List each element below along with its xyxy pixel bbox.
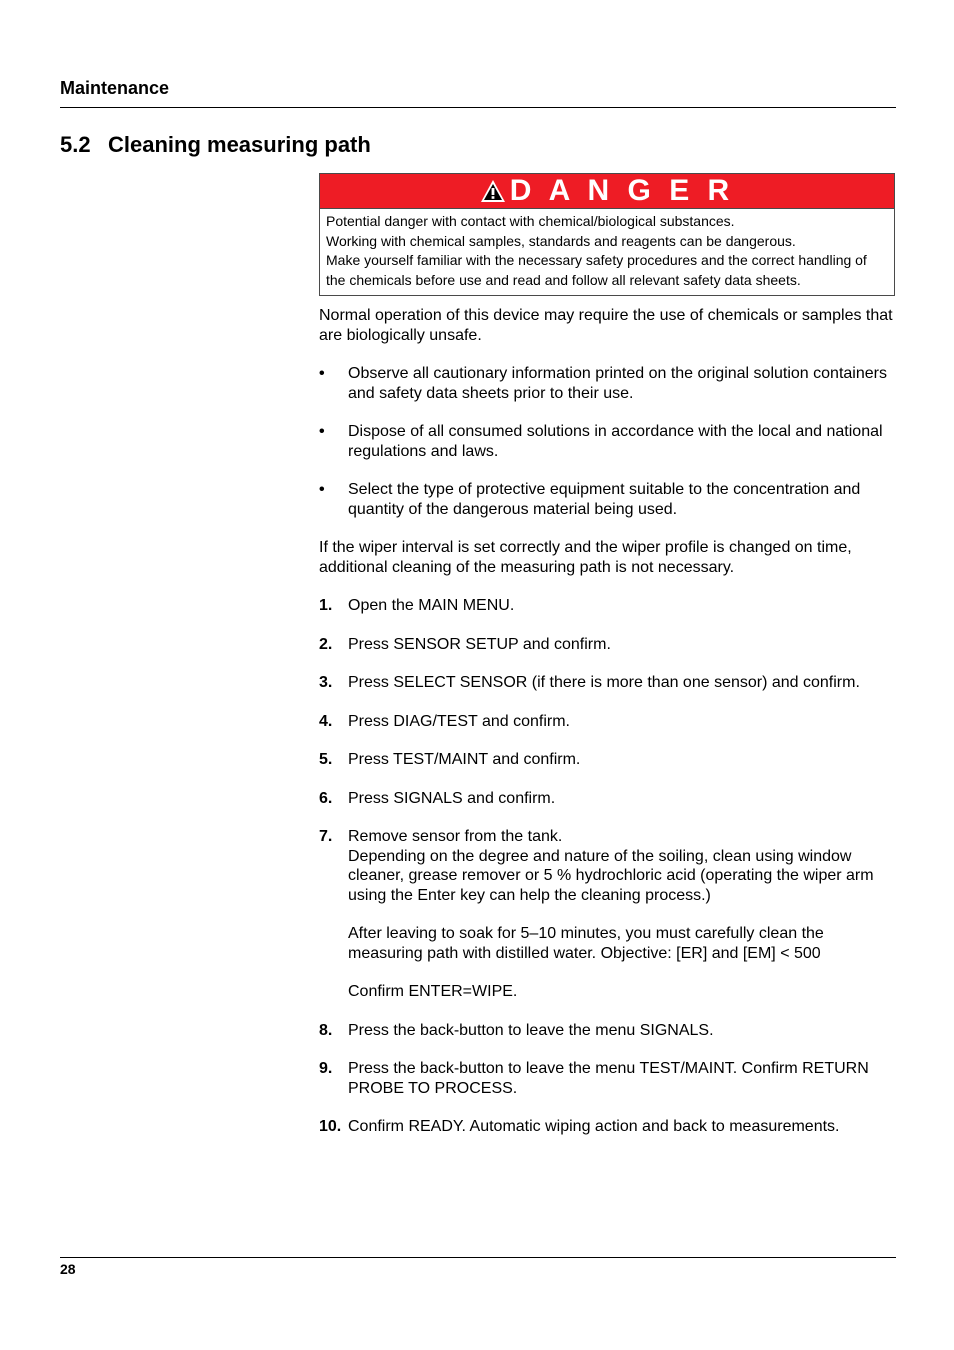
step-item bbox=[319, 673, 897, 693]
step-number: 9. bbox=[319, 1060, 333, 1077]
step-text: Press SELECT SENSOR (if there is more than one sensor) and confirm. bbox=[348, 674, 860, 691]
step-number: 6. bbox=[319, 789, 333, 807]
step-item bbox=[319, 712, 897, 732]
danger-signal-word: D A N G E R bbox=[509, 174, 735, 207]
danger-line: Make yourself familiar with the necessary safety procedures and the correct handling of the chemicals before use and read and follow all relevant safety data sheets. bbox=[326, 252, 867, 288]
bullet-mark: • bbox=[319, 481, 325, 498]
danger-notice bbox=[319, 173, 895, 296]
step-number: 3. bbox=[319, 674, 333, 691]
step-text: Press SENSOR SETUP and confirm. bbox=[348, 635, 611, 653]
bullet-mark: • bbox=[319, 423, 325, 440]
step-confirm: Confirm ENTER=WIPE. bbox=[348, 983, 518, 1000]
bullet-mark: • bbox=[319, 365, 325, 382]
step-number: 7. bbox=[319, 828, 333, 845]
page-number: 28 bbox=[60, 1261, 76, 1277]
footer-rule bbox=[60, 1257, 896, 1258]
step-number: 8. bbox=[319, 1021, 333, 1039]
step-item bbox=[319, 1021, 897, 1041]
step-number: 4. bbox=[319, 712, 333, 730]
step-item bbox=[319, 750, 897, 770]
step-text: Confirm READY. Automatic wiping action and back to measurements. bbox=[348, 1118, 840, 1135]
step-item bbox=[319, 635, 897, 655]
bullet-text: Dispose of all consumed solutions in accordance with the local and national regulations and laws. bbox=[348, 423, 883, 460]
step-body bbox=[348, 827, 897, 1002]
step-soak-instruction: After leaving to soak for 5–10 minutes, you must carefully clean the measuring path with distilled water. Objective: [ER] and [EM] < 500 bbox=[348, 925, 824, 962]
bullet-text: Select the type of protective equipment suitable to the concentration and quantity of the dangerous material being used. bbox=[348, 481, 861, 518]
wiper-note: If the wiper interval is set correctly and the wiper profile is changed on time, additional cleaning of the measuring path is not necessary. bbox=[319, 539, 852, 576]
step-text: Press DIAG/TEST and confirm. bbox=[348, 712, 570, 730]
step-text: Open the MAIN MENU. bbox=[348, 597, 515, 614]
bullet-item bbox=[319, 480, 897, 519]
danger-line: Working with chemical samples, standards and reagents can be dangerous. bbox=[326, 232, 796, 249]
step-detail: Depending on the degree and nature of the soiling, clean using window cleaner, grease remover or 5 % hydrochloric acid (operating the wiper arm using the Enter key can help the cleaning process.) bbox=[348, 847, 874, 904]
danger-banner bbox=[320, 174, 894, 209]
bullet-item bbox=[319, 364, 897, 403]
danger-line: Potential danger with contact with chemical/biological substances. bbox=[326, 213, 735, 229]
bullet-item bbox=[319, 422, 897, 461]
intro-paragraph: Normal operation of this device may require the use of chemicals or samples that are biologically unsafe. bbox=[319, 307, 893, 344]
main-content bbox=[319, 306, 897, 1156]
step-text: Press SIGNALS and confirm. bbox=[348, 789, 556, 807]
step-text: Press the back-button to leave the menu SIGNALS. bbox=[348, 1021, 714, 1039]
danger-text bbox=[320, 209, 894, 295]
step-text: Press the back-button to leave the menu TEST/MAINT. Confirm RETURN PROBE TO PROCESS. bbox=[348, 1060, 869, 1097]
step-item bbox=[319, 1059, 897, 1098]
step-number: 5. bbox=[319, 751, 333, 768]
step-text: Press TEST/MAINT and confirm. bbox=[348, 751, 581, 768]
step-item bbox=[319, 789, 897, 809]
step-text: Remove sensor from the tank. bbox=[348, 828, 563, 845]
warning-triangle-icon bbox=[480, 179, 506, 203]
step-number: 1. bbox=[319, 597, 333, 614]
step-number: 10. bbox=[319, 1118, 342, 1135]
step-item bbox=[319, 1117, 897, 1137]
section-title bbox=[60, 132, 371, 158]
section-number: 5.2 bbox=[60, 132, 91, 157]
header-rule bbox=[60, 107, 896, 108]
section-title-text: Cleaning measuring path bbox=[108, 132, 371, 157]
step-number: 2. bbox=[319, 635, 333, 653]
running-header: Maintenance bbox=[60, 78, 170, 98]
bullet-text: Observe all cautionary information printed on the original solution containers and safety data sheets prior to their use. bbox=[348, 365, 887, 402]
step-item bbox=[319, 596, 897, 616]
step-item bbox=[319, 827, 897, 1002]
